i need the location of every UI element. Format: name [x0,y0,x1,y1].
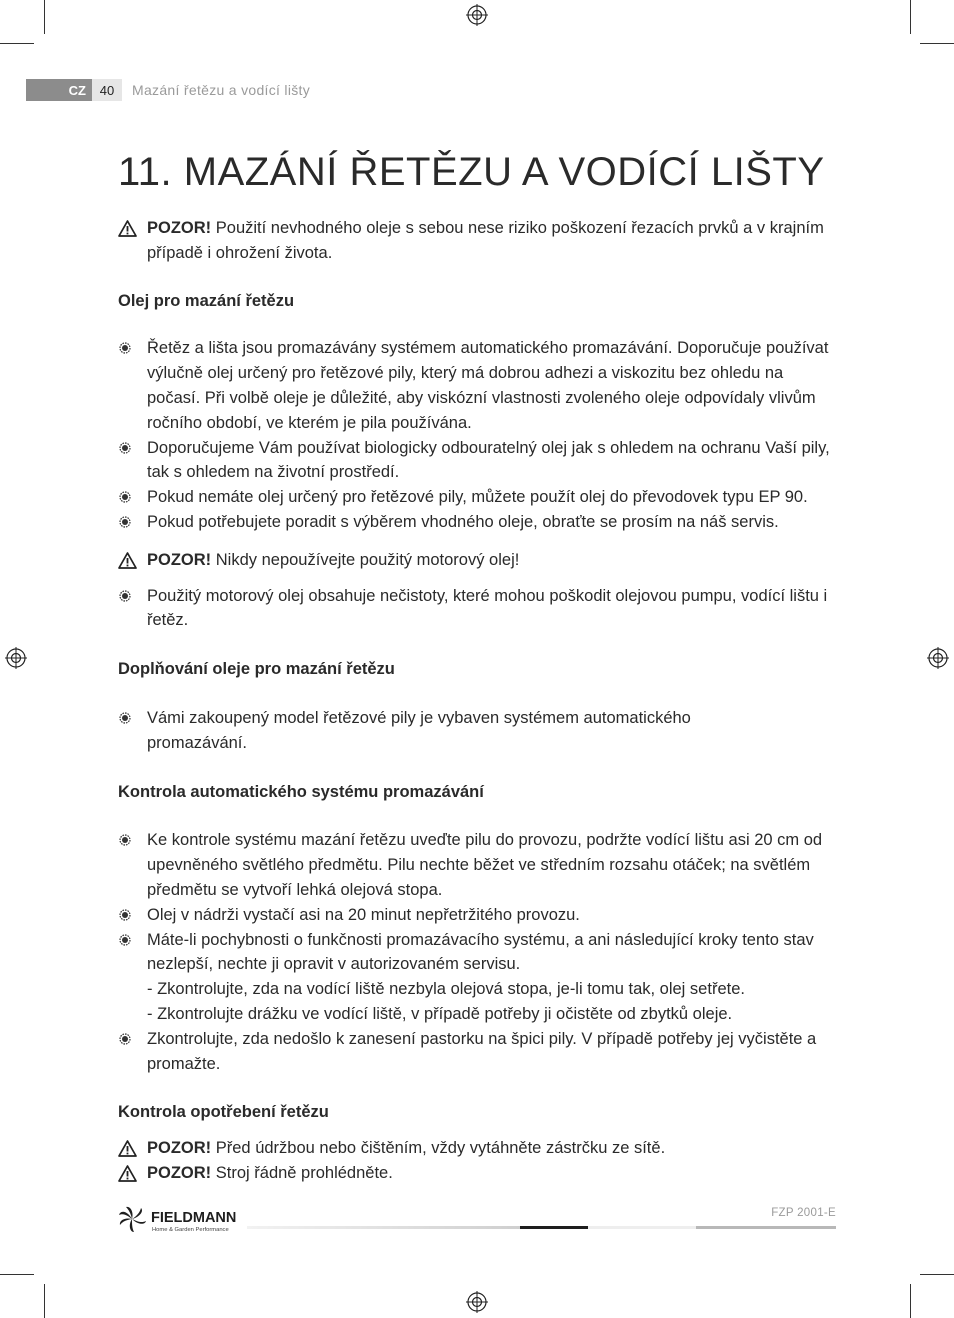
crop-mark [910,1284,911,1318]
flower-bullet-icon [119,516,131,528]
list-item: Použitý motorový olej obsahuje nečistoty, které mohou poškodit olejovou pumpu, vodící lištu i řetěz. [118,584,840,634]
list-item: Olej v nádrži vystačí asi na 20 minut nepřetržitého provozu. [118,903,840,928]
crop-mark [910,0,911,34]
warning-text: Použití nevhodného oleje s sebou nese riziko poškození řezacích prvků a v krajním případě i ohrožení života. [147,219,824,262]
bullet-list [118,706,840,756]
flower-bullet-icon [119,934,131,946]
section-title: Olej pro mazání řetězu [118,291,295,310]
section-title: Kontrola opotřebení řetězu [118,1103,329,1122]
language-tag: CZ [26,79,92,101]
warning-text: Nikdy nepoužívejte použitý motorový olej! [211,550,520,569]
warning-note [118,216,840,266]
list-item: Doporučujeme Vám používat biologicky odbouratelný olej jak s ohledem na ochranu Vaší pily, tak s ohledem na životní prostředí. [118,436,840,486]
warning-note [118,1136,840,1161]
warning-label: POZOR! [147,1139,212,1158]
warning-note [118,548,840,573]
warning-text: Před údržbou nebo čištěním, vždy vytáhněte zástrčku ze sítě. [211,1139,666,1158]
registration-mark-icon [5,647,27,669]
model-number: FZP 2001-E [771,1207,836,1219]
list-item: Ke kontrole systému mazání řetězu uveďte pilu do provozu, podržte vodící lištu asi 20 cm od upevněného světlého předmětu. Pilu nechte běžet ve středním rozsahu otáček; na světlém předmětu se vytvoří lehká olejová stopa. [118,828,840,902]
flower-bullet-icon [119,342,131,354]
warning-text: Stroj řádně prohlédněte. [211,1163,393,1182]
brand-name: FIELDMANN [151,1210,237,1226]
bullet-list [118,336,840,534]
warning-triangle-icon [118,1140,137,1157]
sub-item: - Zkontrolujte, zda na vodící liště nezbyla olejová stopa, je-li tomu tak, olej setřete. [147,980,745,999]
list-item: Zkontrolujte, zda nedošlo k zanesení pastorku na špici pily. V případě potřeby jej vyčistěte a promažte. [118,1027,840,1077]
registration-mark-icon [466,4,488,26]
crop-mark [0,1274,34,1275]
warning-note [118,1161,840,1186]
footer-divider [247,1226,520,1229]
warning-triangle-icon [118,1165,137,1182]
crop-mark [44,0,45,34]
flower-bullet-icon [119,590,131,602]
flower-bullet-icon [119,491,131,503]
crop-mark [920,1274,954,1275]
sub-item: - Zkontrolujte drážku ve vodící liště, v případě potřeby ji očistěte od zbytků oleje. [147,1004,733,1023]
warning-label: POZOR! [147,550,212,569]
crop-mark [920,43,954,44]
list-item: Vámi zakoupený model řetězové pily je vybaven systémem automatického promazávání. [118,706,720,756]
bullet-list [118,584,840,634]
list-item: Máte-li pochybnosti o funkčnosti promazávacího systému, a ani následující kroky tento stav nezlepší, nechte ji opravit v autorizovaném servisu. - Zkontrolujte, zda na vodící liště nezbyla olejová stopa, je-li tomu tak, olej setřete. - Zkontrolujte drážku ve vodící liště, v případě potřeby ji očistěte od zbytků oleje. [118,928,840,1027]
flower-bullet-icon [119,712,131,724]
page-header [26,79,310,101]
list-item: Řetěz a lišta jsou promazávány systémem automatického promazávání. Doporučuje používat výlučně olej určený pro řetězové pily, který má dobrou adhezi a viskozitu bez ohledu na počasí. Při volbě oleje je důležité, aby viskózní vlastnosti zvoleného oleje odpovídaly vlivům ročního období, ve kterém je pila používána. [118,336,840,435]
flower-bullet-icon [119,909,131,921]
bullet-list [118,828,840,1076]
swirl-logo-icon [119,1207,146,1232]
footer-divider [588,1226,696,1229]
warning-triangle-icon [118,220,137,237]
footer-divider [520,1226,588,1229]
flower-bullet-icon [119,834,131,846]
registration-mark-icon [466,1291,488,1313]
flower-bullet-icon [119,442,131,454]
footer-divider [696,1226,836,1229]
section-title: Doplňování oleje pro mazání řetězu [118,660,395,679]
page-number: 40 [92,79,122,101]
section-title: Kontrola automatického systému promazávání [118,782,484,801]
brand-tagline: Home & Garden Performance [152,1227,229,1233]
list-item: Pokud potřebujete poradit s výběrem vhodného oleje, obraťte se prosím na náš servis. [118,510,840,535]
crop-mark [0,43,34,44]
warning-label: POZOR! [147,1163,212,1182]
fieldmann-logo [118,1205,248,1235]
warning-label: POZOR! [147,219,212,237]
page-title: 11. MAZÁNÍ ŘETĚZU A VODÍCÍ LIŠTY [118,150,825,194]
list-item: Pokud nemáte olej určený pro řetězové pily, můžete použít olej do převodovek typu EP 90. [118,485,840,510]
running-title: Mazání řetězu a vodící lišty [132,82,311,98]
main-content [118,216,840,1186]
warning-triangle-icon [118,552,137,569]
registration-mark-icon [927,647,949,669]
flower-bullet-icon [119,1033,131,1045]
crop-mark [44,1284,45,1318]
